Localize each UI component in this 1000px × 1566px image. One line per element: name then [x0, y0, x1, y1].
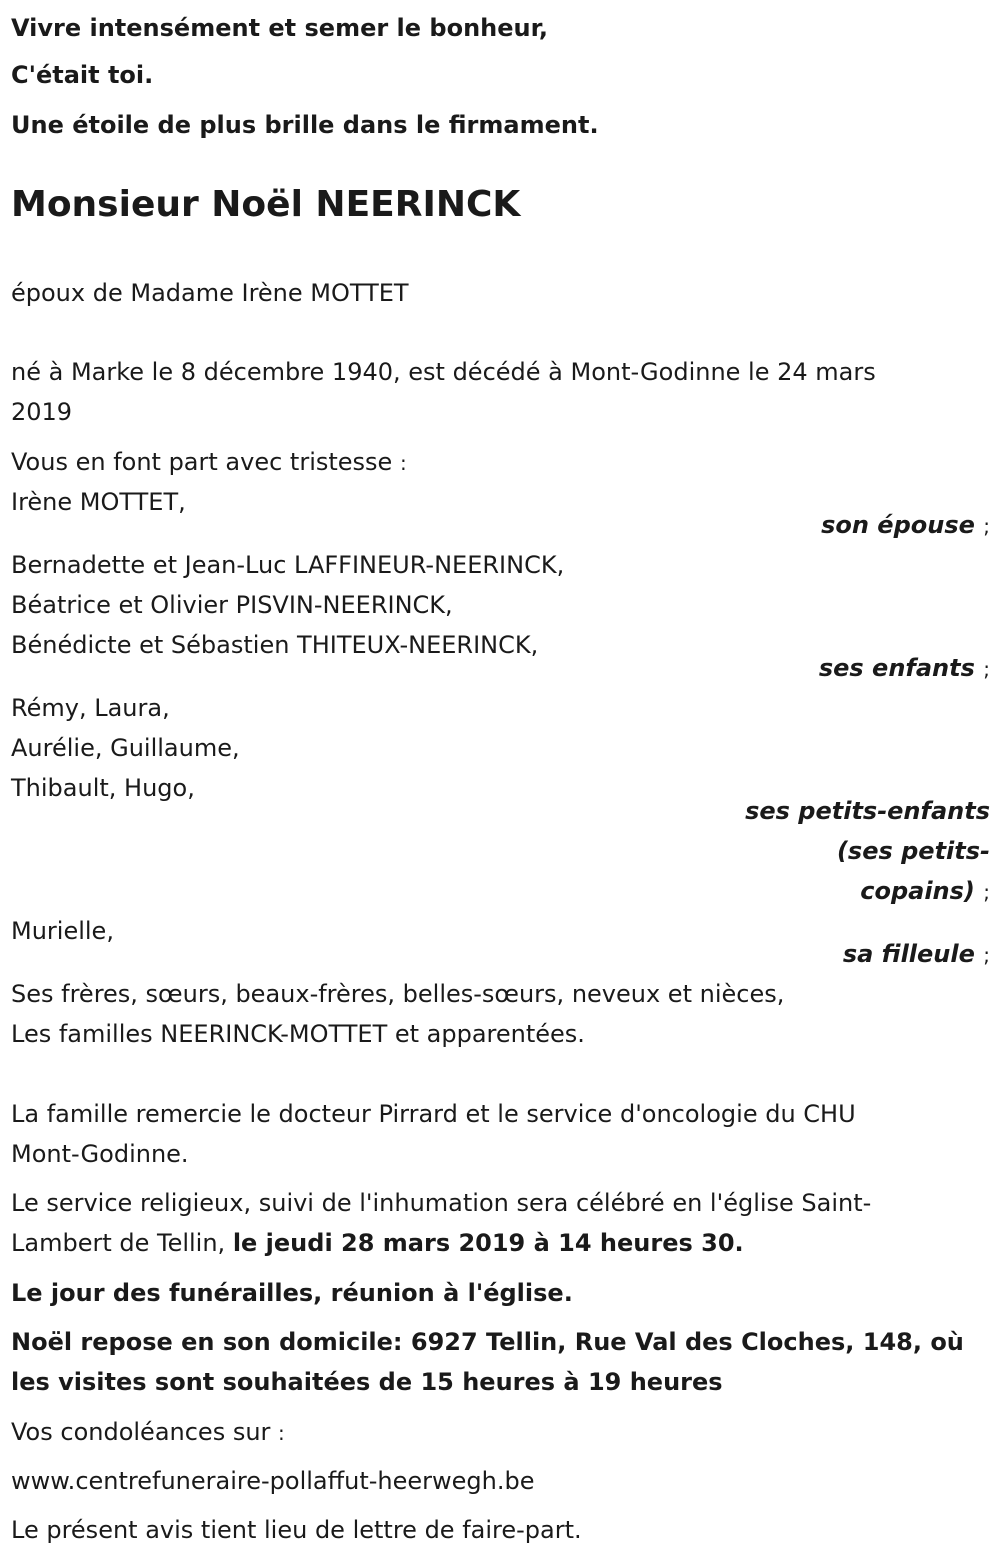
role-spouse-label: son épouse: [821, 511, 975, 539]
role-grandchildren: [745, 791, 990, 912]
rest-line-1: Noël repose en son domicile: 6927 Tellin, Rue Val des Cloches, 148, où: [11, 1328, 964, 1356]
role-grandchildren-semicolon: ;: [983, 880, 990, 904]
service-location: Lambert de Tellin,: [11, 1229, 233, 1257]
deceased-name: Monsieur Noël NEERINCK: [11, 184, 521, 225]
birth-death-line-1: né à Marke le 8 décembre 1940, est décédé à Mont-Godinne le 24 mars: [11, 358, 876, 386]
announcement: [11, 442, 407, 483]
announcement-colon: :: [399, 451, 407, 475]
godchild-name: Murielle,: [11, 917, 114, 945]
epigraph-line-1: Vivre intensément et semer le bonheur,: [11, 14, 549, 42]
role-spouse-semicolon: ;: [983, 514, 990, 538]
website-link[interactable]: www.centrefuneraire-pollaffut-heerwegh.be: [11, 1467, 535, 1495]
condolences-colon: :: [278, 1421, 285, 1445]
rest-line-2: les visites sont souhaitées de 15 heures à 19 heures: [11, 1368, 723, 1396]
spouse-line: époux de Madame Irène MOTTET: [11, 279, 409, 307]
family-line-2: Les familles NEERINCK-MOTTET et apparentées.: [11, 1020, 585, 1048]
role-godchild-label: sa filleule: [842, 940, 975, 968]
spouse-name: Irène MOTTET,: [11, 488, 186, 516]
role-godchild: [843, 934, 990, 975]
child-line-2: Béatrice et Olivier PISVIN-NEERINCK,: [11, 591, 453, 619]
role-children: [819, 648, 990, 689]
grandchild-line-3: Thibault, Hugo,: [11, 774, 195, 802]
role-children-label: ses enfants: [818, 654, 975, 682]
service-datetime: le jeudi 28 mars 2019 à 14 heures 30.: [232, 1229, 744, 1257]
service-line-2: [11, 1223, 744, 1263]
condolences-text: Vos condoléances sur: [11, 1418, 271, 1446]
role-grandchildren-line-3: copains): [860, 877, 975, 905]
role-grandchildren-line-2: (ses petits-: [836, 837, 990, 865]
service-line-1: Le service religieux, suivi de l'inhumation sera célébré en l'église Saint-: [11, 1189, 872, 1217]
role-grandchildren-line-1: ses petits-enfants: [745, 797, 990, 825]
child-line-1: Bernadette et Jean-Luc LAFFINEUR-NEERINCK,: [11, 551, 565, 579]
meeting-line: Le jour des funérailles, réunion à l'église.: [11, 1279, 573, 1307]
condolences-label: [11, 1412, 285, 1453]
notice-line: Le présent avis tient lieu de lettre de faire-part.: [11, 1516, 582, 1544]
birth-death-line-2: 2019: [11, 398, 73, 426]
grandchild-line-2: Aurélie, Guillaume,: [11, 734, 240, 762]
thanks-line-1: La famille remercie le docteur Pirrard et le service d'oncologie du CHU: [11, 1100, 856, 1128]
role-godchild-semicolon: ;: [983, 943, 990, 967]
role-children-semicolon: ;: [983, 657, 990, 681]
thanks-line-2: Mont-Godinne.: [11, 1140, 189, 1168]
family-line-1: Ses frères, sœurs, beaux-frères, belles-sœurs, neveux et nièces,: [11, 980, 785, 1008]
epigraph-line-3: Une étoile de plus brille dans le firmament.: [11, 111, 599, 139]
role-spouse: [821, 505, 990, 546]
grandchild-line-1: Rémy, Laura,: [11, 694, 170, 722]
announcement-text: Vous en font part avec tristesse: [11, 448, 393, 476]
epigraph-line-2: C'était toi.: [11, 61, 154, 89]
child-line-3: Bénédicte et Sébastien THITEUX-NEERINCK,: [11, 631, 539, 659]
role-grandchildren-line-3-wrap: [745, 871, 990, 912]
